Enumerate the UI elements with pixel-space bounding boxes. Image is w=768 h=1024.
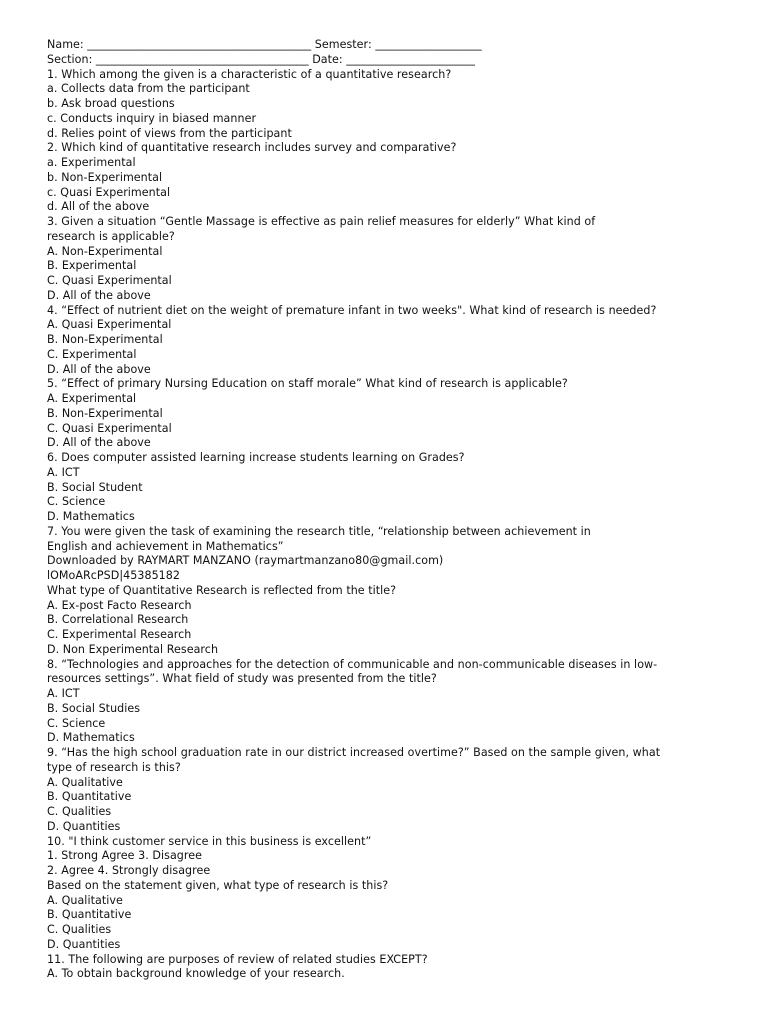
question-list: [47, 68, 737, 983]
text-line: type of research is this?: [47, 760, 181, 774]
text-line: 6. Does computer assisted learning increase students learning on Grades?: [47, 451, 465, 464]
text-line: 3. Given a situation “Gentle Massage is effective as pain relief measures for elderly” What kind of: [47, 215, 596, 228]
text-line: English and achievement in Mathematics”: [47, 539, 284, 553]
text-line: C. Qualities: [47, 923, 112, 936]
text-line: B. Non-Experimental: [47, 406, 163, 420]
text-line: 2. Agree 4. Strongly disagree: [47, 864, 211, 877]
text-line: A. ICT: [47, 465, 80, 479]
text-line: A. Qualitative: [47, 775, 123, 789]
text-line: 11. The following are purposes of review of related studies EXCEPT?: [47, 952, 428, 966]
text-line: research is applicable?: [47, 229, 175, 243]
text-line: A. To obtain background knowledge of your research.: [47, 967, 345, 981]
text-line: c. Conducts inquiry in biased manner: [47, 111, 257, 125]
text-line: B. Social Student: [47, 480, 143, 494]
text-line: b. Non-Experimental: [47, 170, 163, 184]
text-line: C. Quasi Experimental: [47, 274, 172, 287]
text-line: D. All of the above: [47, 362, 151, 376]
text-line: A. ICT: [47, 687, 80, 700]
text-line: A. Quasi Experimental: [47, 318, 172, 332]
text-line: D. Non Experimental Research: [47, 642, 219, 656]
text-line: resources settings”. What field of study was presented from the title?: [47, 672, 437, 686]
text-line: 8. “Technologies and approaches for the detection of communicable and non-communicable diseases in low-: [47, 657, 658, 671]
text-line: d. All of the above: [47, 200, 150, 214]
text-line: D. Mathematics: [47, 731, 135, 745]
text-line: a. Collects data from the participant: [47, 82, 250, 96]
text-line: 4. “Effect of nutrient diet on the weight of premature infant in two weeks". What kind of research is needed?: [47, 303, 657, 317]
text-line: C. Experimental Research: [47, 628, 192, 641]
text-line: D. All of the above: [47, 288, 151, 302]
text-line: 10. "I think customer service in this business is excellent”: [47, 834, 372, 848]
text-line: 5. “Effect of primary Nursing Education on staff morale” What kind of research is applicable?: [47, 377, 568, 391]
text-line: b. Ask broad questions: [47, 97, 175, 110]
text-line: C. Qualities: [47, 805, 112, 818]
text-line: C. Science: [47, 716, 106, 730]
text-line: C. Quasi Experimental: [47, 421, 172, 435]
document-body: [47, 38, 737, 982]
text-line: B. Quantitative: [47, 790, 132, 804]
text-line: What type of Quantitative Research is reflected from the title?: [47, 583, 397, 597]
text-line: 7. You were given the task of examining the research title, “relationship between achievement in: [47, 524, 591, 538]
name-semester-line[interactable]: Name: ________________________________________ Semester: ___________________: [47, 38, 482, 51]
text-line: D. Quantities: [47, 937, 121, 951]
text-line: A. Ex-post Facto Research: [47, 598, 192, 612]
text-line: c. Quasi Experimental: [47, 185, 171, 199]
text-line: 1. Which among the given is a characteristic of a quantitative research?: [47, 67, 452, 81]
text-line: B. Social Studies: [47, 701, 141, 715]
text-line: Based on the statement given, what type of research is this?: [47, 878, 389, 892]
text-line: D. Quantities: [47, 819, 121, 833]
text-line: 1. Strong Agree 3. Disagree: [47, 849, 203, 863]
text-line: Downloaded by RAYMART MANZANO (raymartmanzano80@gmail.com): [47, 554, 444, 568]
text-line: d. Relies point of views from the participant: [47, 126, 292, 140]
text-line: B. Experimental: [47, 259, 137, 273]
text-line: B. Quantitative: [47, 908, 132, 922]
text-line: C. Experimental: [47, 347, 137, 361]
text-line: 2. Which kind of quantitative research includes survey and comparative?: [47, 141, 457, 155]
text-line: 9. “Has the high school graduation rate in our district increased overtime?” Based on the sample given, what: [47, 746, 661, 759]
text-line: B. Correlational Research: [47, 613, 189, 627]
text-line: A. Non-Experimental: [47, 244, 163, 258]
section-date-line[interactable]: Section: ______________________________________ Date: _______________________: [47, 52, 475, 66]
text-line: A. Qualitative: [47, 893, 123, 907]
text-line: A. Experimental: [47, 392, 137, 405]
text-line: a. Experimental: [47, 156, 136, 169]
text-line: lOMoARcPSD|45385182: [47, 569, 180, 582]
text-line: B. Non-Experimental: [47, 333, 163, 346]
text-line: D. All of the above: [47, 436, 151, 450]
text-line: C. Science: [47, 495, 106, 509]
text-line: D. Mathematics: [47, 510, 135, 523]
